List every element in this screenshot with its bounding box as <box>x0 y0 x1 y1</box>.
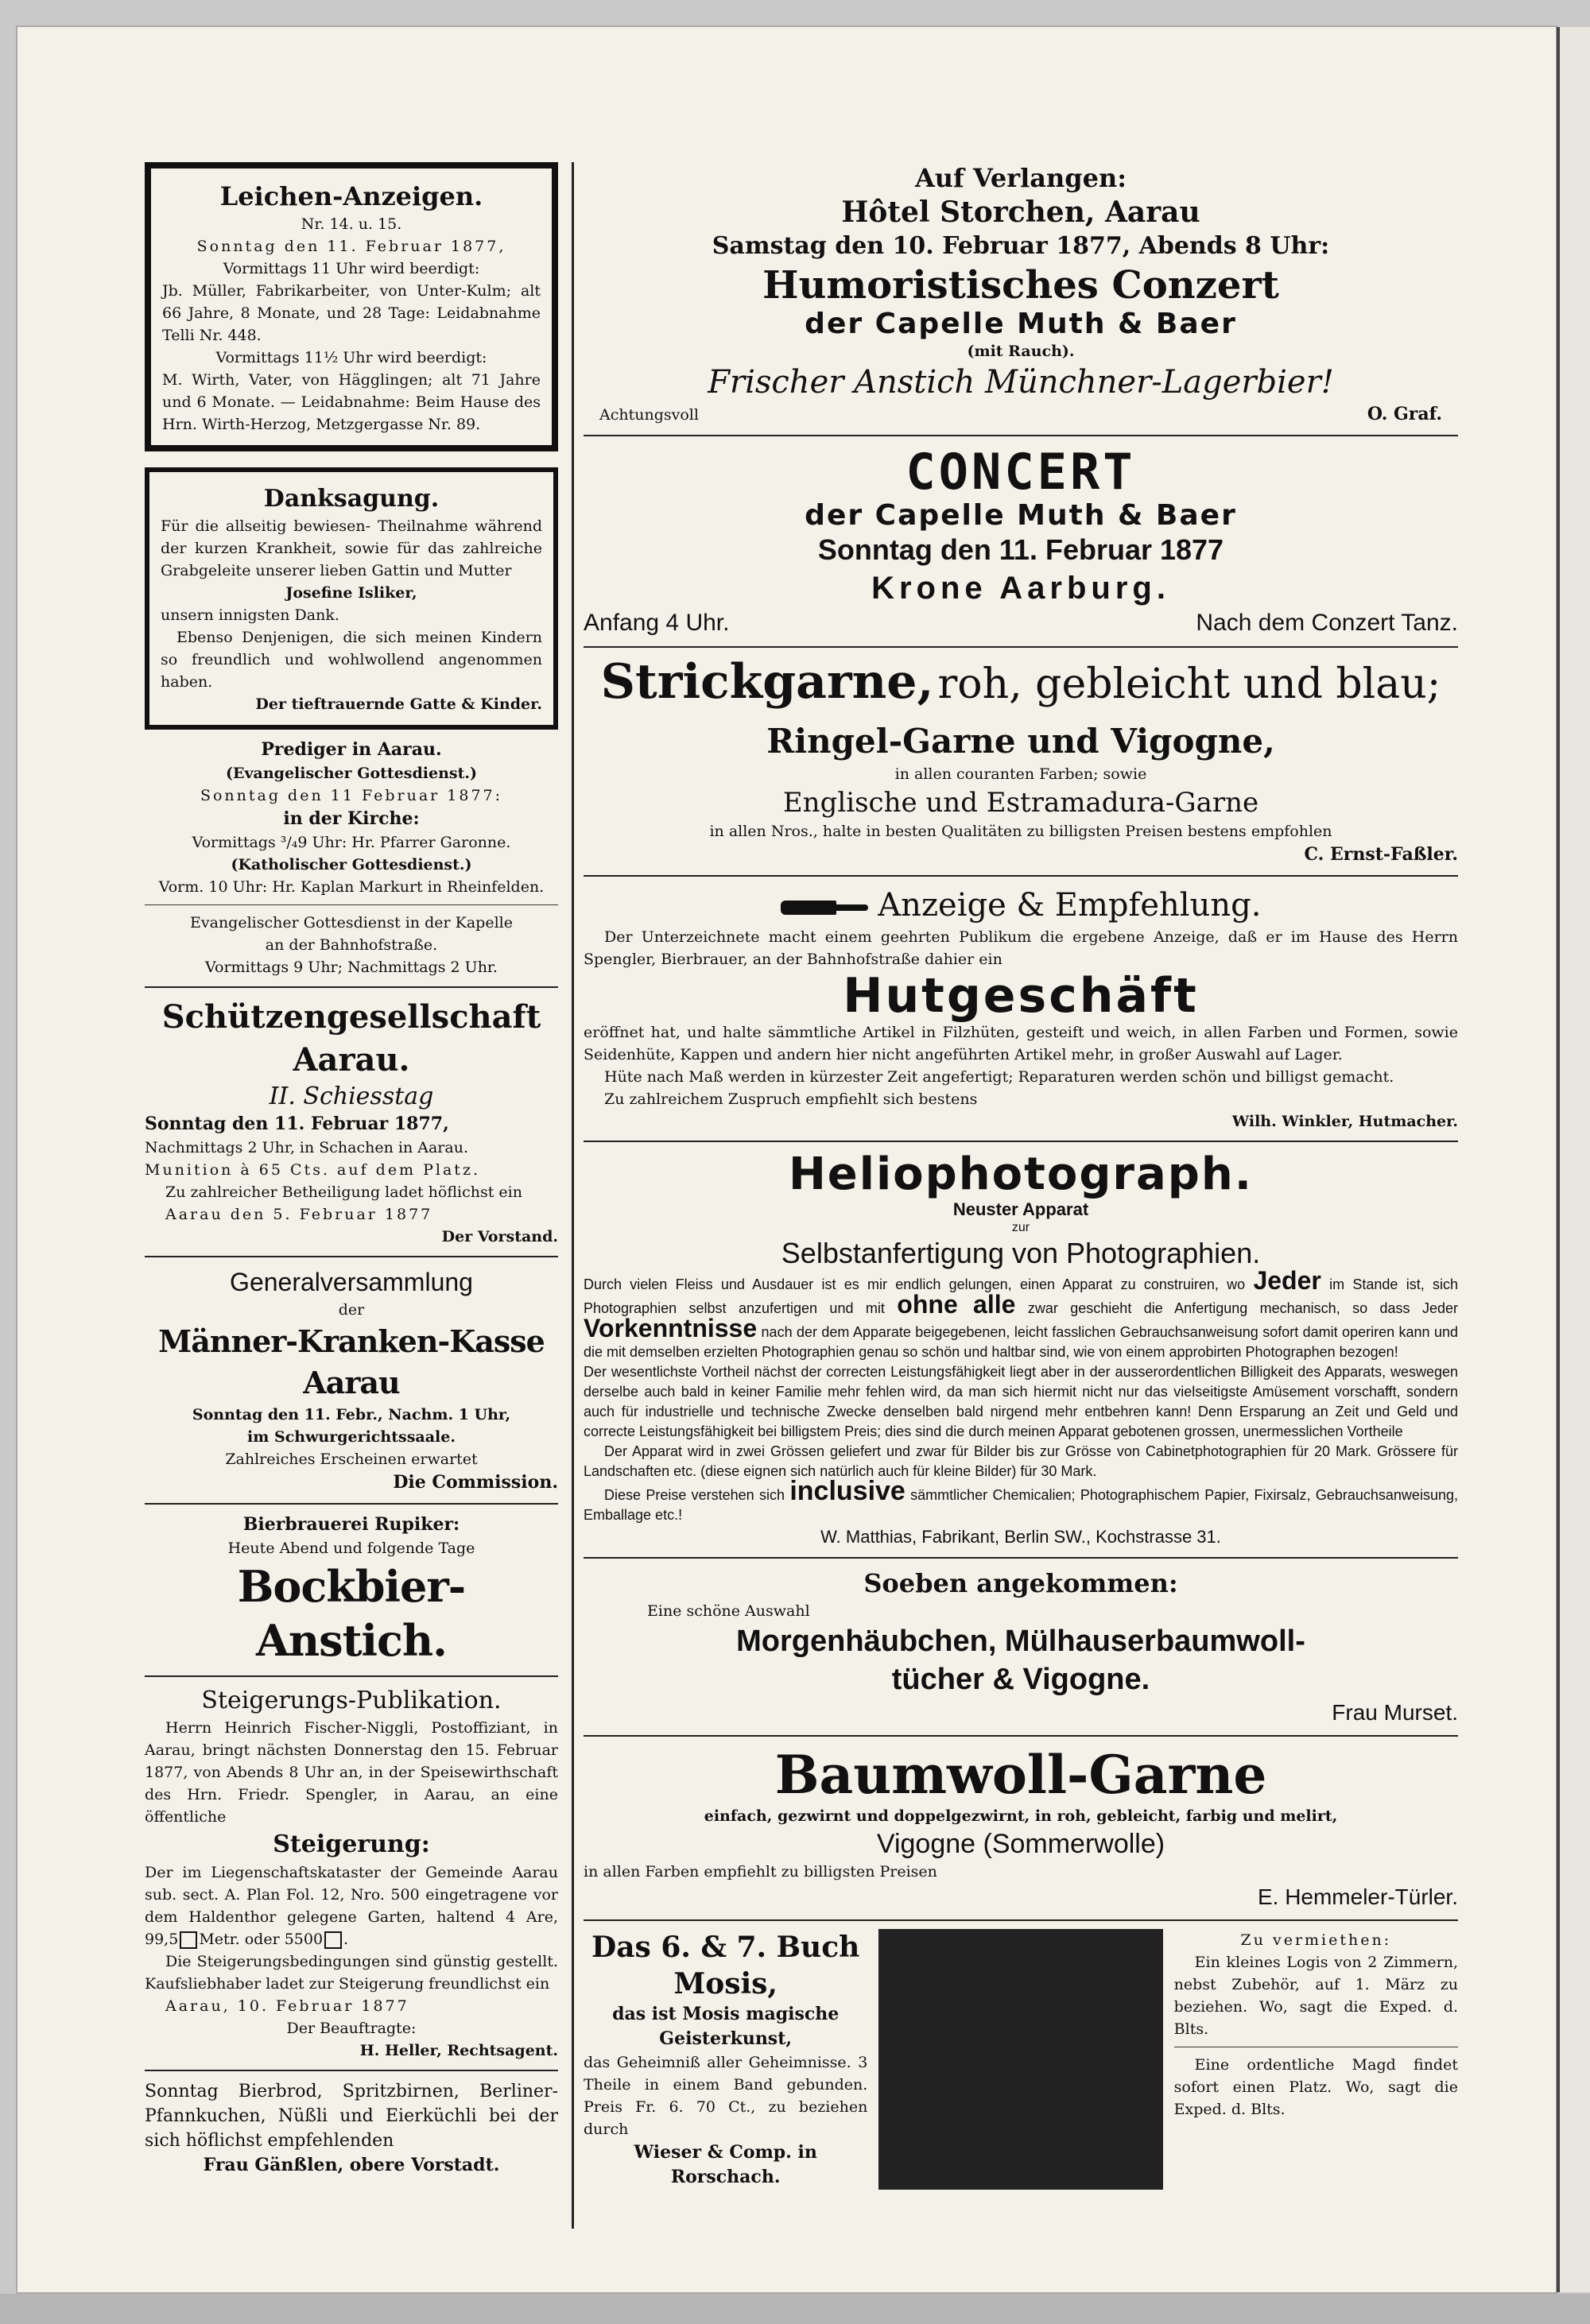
helio-inclusive: inclusive <box>789 1476 906 1506</box>
concert2-title: CONCERT <box>906 443 1136 501</box>
preachers-notice <box>145 738 558 978</box>
rent-body: Ein kleines Logis von 2 Zimmern, nebst Zubehör, auf 1. März zu beziehen. Wo, sagt die Exped. d. Blts. <box>1173 1954 1458 2038</box>
helio-sub1: Neuster Apparat <box>952 1199 1089 1219</box>
preachers-line2: Vorm. 10 Uhr: Hr. Kaplan Markurt in Rheinfelden. <box>158 878 545 896</box>
moses-title: Das 6. & 7. Buch Mosis, <box>591 1931 860 2001</box>
helio-jeder: Jeder <box>1253 1266 1321 1295</box>
concert1-regards: Achtungsvoll <box>599 406 699 424</box>
concert1-line3: Samstag den 10. Februar 1877, Abends 8 Uhr: <box>712 232 1330 260</box>
death-notices-time2: Vormittags 11½ Uhr wird beerdigt: <box>215 349 487 366</box>
helio-ohne: ohne alle <box>897 1290 1016 1319</box>
divider <box>584 435 1458 436</box>
helio-p1a: Durch vielen Fleiss und Ausdauer ist es mir endlich gelungen, einen Apparat zu construiren, wo <box>584 1276 1246 1292</box>
concert2-band: der Capelle Muth & Baer <box>805 499 1237 532</box>
auction-body2a: Der im Liegenschaftskataster der Gemeinde Aarau sub. sect. A. Plan Fol. 12, Nro. 500 eingetragene vor dem Haldenthor gelegene Garten, haltend 4 Are, 99,5 <box>145 1864 558 1948</box>
page-gutter <box>1557 27 1590 2292</box>
preachers-title: Prediger in Aarau. <box>261 739 442 760</box>
death-notices-entry1: Jb. Müller, Fabrikarbeiter, von Unter-Kulm; alt 66 Jahre, 8 Monate, und 28 Tage: Leidabnahme Telli Nr. 448. <box>162 282 541 344</box>
divider <box>145 2070 558 2071</box>
cotton-line3: in allen Farben empfiehlt zu billigsten Preisen <box>584 1863 937 1881</box>
helio-vork: Vorkenntnisse <box>584 1314 758 1342</box>
yarn-line2: Ringel-Garne und Vigogne, <box>766 722 1275 761</box>
divider <box>145 1503 558 1505</box>
helio-p1c: zwar geschieht die Anfertigung mechanisch, so dass Jeder <box>1027 1300 1458 1316</box>
concert2-after: Nach dem Conzert Tanz. <box>1196 610 1458 636</box>
death-notices-box <box>145 162 558 451</box>
helio-p4b: sämmtlicher Chemicalien; Photographischem Papier, Fixirsalz, Gebrauchsanweisung, Emballage etc.! <box>584 1487 1458 1523</box>
yarn-line5: in allen Nros., halte in besten Qualitäten zu billigsten Preisen bestens empfohlen <box>709 823 1332 840</box>
shooters-date: Sonntag den 11. Februar 1877, <box>145 1114 449 1134</box>
hatshop-body1: Der Unterzeichnete macht einem geehrten Publikum die ergebene Anzeige, daß er im Hause des Herrn Spengler, Bierbrauer, an der Bahnhofstraße dahier ein <box>584 928 1458 968</box>
concert2-ad <box>584 444 1458 638</box>
shooters-title: Schützengesellschaft Aarau. <box>161 998 541 1079</box>
hatshop-body3: Hüte nach Maß werden in kürzester Zeit angefertigt; Reparaturen werden schön und billigst gemacht. <box>604 1068 1394 1086</box>
scan-bottom-strip <box>0 2294 1590 2324</box>
sunday-signature: Frau Gänßlen, obere Vorstadt. <box>203 2155 500 2175</box>
auction-body2b: Metr. oder 5500 <box>199 1931 324 1948</box>
thanks-name: Josefine Isliker, <box>285 584 417 602</box>
shooters-line3: Zu zahlreicher Betheiligung ladet höflichst ein <box>165 1183 522 1201</box>
divider <box>584 1557 1458 1559</box>
pointing-hand-icon <box>781 894 868 921</box>
rent-ad <box>1174 1929 1458 2190</box>
divider <box>145 1675 558 1677</box>
helio-p3: Der Apparat wird in zwei Grössen geliefert und zwar für Bilder bis zur Grösse von Cabinetphotographien für 20 Mark. Grössere für Landschaften etc. (diese eignen sich natürlich auch für kleine Bilder) für 30 Mark. <box>584 1443 1458 1479</box>
hatshop-big: Hutgeschäft <box>843 968 1199 1024</box>
yarn-line3: in allen couranten Farben; sowie <box>894 765 1147 783</box>
arrived-big1: Morgenhäubchen, Mülhauserbaumwoll- <box>736 1625 1305 1658</box>
arrived-big2: tücher & Vigogne. <box>891 1663 1150 1696</box>
moses-body: das Geheimniß aller Geheimnisse. 3 Theile in einem Band gebunden. Preis Fr. 6. 70 Ct., zu beziehen durch <box>584 2054 868 2138</box>
hatshop-title-line <box>584 885 1458 926</box>
auction-title: Steigerungs-Publikation. <box>201 1687 502 1714</box>
arrived-line: Eine schöne Auswahl <box>647 1602 810 1620</box>
brewery-notice <box>145 1513 558 1667</box>
chapel-line3: Vormittags 9 Uhr; Nachmittags 2 Uhr. <box>205 959 498 976</box>
rent-title: Zu vermiethen: <box>1240 1931 1392 1949</box>
sunday-text: Sonntag Bierbrod, Spritzbirnen, Berliner-Pfannkuchen, Nüßli und Eierküchli bei der sich höflichst empfehlenden <box>145 2082 558 2151</box>
divider <box>584 646 1458 648</box>
concert1-signature: O. Graf. <box>1367 404 1442 424</box>
cotton-signature: E. Hemmeler-Türler. <box>1257 1884 1458 1909</box>
cotton-line2: Vigogne (Sommerwolle) <box>876 1829 1165 1859</box>
assembly-notice <box>145 1265 558 1495</box>
rent-maid: Eine ordentliche Magd findet sofort einen Platz. Wo, sagt die Exped. d. Blts. <box>1173 2056 1458 2118</box>
hatshop-body4: Zu zahlreichem Zuspruch empfiehlt sich bestens <box>604 1090 978 1108</box>
helio-p4 <box>584 1476 1458 1525</box>
death-notices-date: Sonntag den 11. Februar 1877, <box>196 238 506 255</box>
shooters-notice <box>145 996 558 1248</box>
chapel-line1: Evangelischer Gottesdienst in der Kapelle <box>190 914 513 932</box>
yarn-title-line <box>584 656 1458 720</box>
assembly-der: der <box>338 1301 365 1319</box>
column-rule <box>572 162 574 2229</box>
assembly-date: Sonntag den 11. Febr., Nachm. 1 Uhr, <box>192 1406 511 1423</box>
cotton-line1: einfach, gezwirnt und doppelgezwirnt, in roh, gebleicht, farbig und melirt, <box>704 1807 1338 1825</box>
auction-body2: Der im Liegenschaftskataster der Gemeinde Aarau sub. sect. A. Plan Fol. 12, Nro. 500 eingetragene vor dem Haldenthor gelegene Garten, haltend 4 Are, 99,5 Metr. oder 5500 . <box>145 1864 558 1948</box>
death-notices-numbers: Nr. 14. u. 15. <box>301 215 402 233</box>
assembly-invite: Zahlreiches Erscheinen erwartet <box>225 1451 478 1468</box>
arrived-title: Soeben angekommen: <box>863 1568 1178 1598</box>
thanks-signature: Der tieftrauernde Gatte & Kinder. <box>255 695 542 713</box>
assembly-signature: Die Commission. <box>393 1472 558 1493</box>
concert2-start: Anfang 4 Uhr. <box>584 610 730 636</box>
divider <box>584 1141 1458 1142</box>
helio-p1 <box>584 1266 1458 1362</box>
hatshop-title: Anzeige & Empfehlung. <box>878 887 1262 924</box>
chapel-line2: an der Bahnhofstraße. <box>265 936 438 954</box>
helio-p1b: im Stande ist, sich Photographien selbst anzufertigen und mit <box>584 1276 1458 1316</box>
auction-heading: Steigerung: <box>273 1830 430 1858</box>
brewery-title: Bierbrauerei Rupiker: <box>242 1514 460 1535</box>
moses-sub: das ist Mosis magische Geisterkunst, <box>612 2004 840 2049</box>
concert1-line2: Hôtel Storchen, Aarau <box>841 196 1200 229</box>
auction-agent: Der Beauftragte: <box>286 2020 417 2037</box>
auction-body: Herrn Heinrich Fischer-Niggli, Postoffiziant, in Aarau, bringt nächsten Donnerstag den 15. Februar 1877, von Abends 8 Uhr an, in der Speisewirthschaft des Hrn. Friedr. Spengler, in Aarau, an eine öffentliche <box>145 1719 558 1826</box>
yarn-title1: Strickgarne, <box>600 654 934 710</box>
moses-signature: Wieser & Comp. in Rorschach. <box>634 2142 817 2187</box>
divider <box>584 1919 1458 1921</box>
moses-ad <box>584 1929 867 2190</box>
newspaper-page <box>17 27 1556 2292</box>
preachers-line1: Vormittags ³/₄9 Uhr: Hr. Pfarrer Garonne. <box>192 834 511 851</box>
thanks-body3: Ebenso Denjenigen, die sich meinen Kindern so freundlich und wohlwollend angenommen haben. <box>161 629 542 691</box>
helio-sub2: zur <box>1011 1221 1030 1234</box>
yarn-title2: roh, gebleicht und blau; <box>937 660 1441 708</box>
helio-title: Heliophotograph. <box>788 1148 1254 1200</box>
divider <box>584 1735 1458 1737</box>
divider <box>584 875 1458 877</box>
assembly-name: Männer-Kranken-Kasse Aarau <box>158 1323 545 1400</box>
auction-notice <box>145 1685 558 2062</box>
preachers-place: in der Kirche: <box>283 808 420 829</box>
sunday-bakery-notice <box>145 2079 558 2178</box>
death-notices-entry2: M. Wirth, Vater, von Hägglingen; alt 71 Jahre und 6 Monate. — Leidabnahme: Beim Hause des Hrn. Wirth-Herzog, Metzgergasse Nr. 89. <box>162 371 541 433</box>
hatshop-ad <box>584 885 1458 1133</box>
helio-p2: Der wesentlichste Vortheil nächst der correcten Leistungsfähigkeit liegt aber in der ausserordentlichen Billigkeit des Apparats, weswegen derselbe auch bald in keiner Familie mehr fehlen wird, da man sich hiermit nicht nur das vielseitigste Amüsement vorschafft, sondern auch für industrielle und technische Zwecke denselben bald nirgend mehr entbehren kann! Denn Ersparung an Zeit und Geld und correcte Leistungsfähigkeit bei billigstem Preis; dies sind die durch meinen Apparat gebotenen grossen, unermesslichen Vortheile <box>584 1364 1458 1439</box>
shooters-line2: Munition à 65 Cts. auf dem Platz. <box>145 1161 480 1179</box>
shooters-day: II. Schiesstag <box>269 1083 434 1110</box>
left-column <box>145 162 558 2178</box>
square-icon <box>324 1931 342 1949</box>
divider <box>145 986 558 988</box>
preachers-date: Sonntag den 11 Februar 1877: <box>200 787 503 804</box>
cotton-ad <box>584 1745 1458 1911</box>
concert2-date: Sonntag den 11. Februar 1877 <box>817 533 1224 566</box>
arrived-ad <box>584 1567 1458 1727</box>
arrived-signature: Frau Murset. <box>1332 1700 1458 1725</box>
helio-signature: W. Matthias, Fabrikant, Berlin SW., Kochstrasse 31. <box>820 1527 1221 1547</box>
auction-dateline: Aarau, 10. Februar 1877 <box>165 1997 409 2015</box>
helio-p1d: nach der dem Apparate beigegebenen, leicht fasslichen Gebrauchsanweisung sofort damit operiren kann und die mit demselben erzielten Photographien genau so schön und haltbar sind, wie von einem approbirten Photographen bezogen! <box>584 1324 1458 1360</box>
divider <box>145 1256 558 1257</box>
preachers-sub2: (Katholischer Gottesdienst.) <box>231 856 472 873</box>
auction-body3: Die Steigerungsbedingungen sind günstig gestellt. Kaufsliebhaber ladet zur Steigerung freundlichst ein <box>145 1953 558 1993</box>
column-divider <box>878 1929 1162 2190</box>
preachers-sub1: (Evangelischer Gottesdienst.) <box>226 765 477 782</box>
death-notices-time1: Vormittags 11 Uhr wird beerdigt: <box>223 260 480 277</box>
helio-p4a: Diese Preise verstehen sich <box>604 1487 785 1503</box>
hatshop-signature: Wilh. Winkler, Hutmacher. <box>1231 1113 1458 1130</box>
thanks-box <box>145 467 558 730</box>
hatshop-body2: eröffnet hat, und halte sämmtliche Artikel in Filzhüten, gesteift und weich, in allen Farben und Formen, sowie Seidenhüte, Kappen und andern hier nicht angeführten Artikel mehr, in großer Auswahl auf Lager. <box>584 1024 1458 1063</box>
cotton-title: Baumwoll-Garne <box>774 1744 1267 1806</box>
concert1-ad <box>584 162 1458 427</box>
concert1-smoke: (mit Rauch). <box>967 343 1075 360</box>
concert1-line1: Auf Verlangen: <box>914 163 1127 193</box>
divider <box>145 904 558 905</box>
thanks-body1: Für die allseitig bewiesen- Theilnahme während der kurzen Krankheit, sowie für das zahlreiche Grabgeleite unserer lieben Gattin und Mutter <box>161 517 542 579</box>
shooters-signature: Der Vorstand. <box>441 1228 558 1245</box>
thanks-body2: unsern innigsten Dank. <box>161 606 339 624</box>
concert1-band: der Capelle Muth & Baer <box>805 308 1237 340</box>
brewery-line: Heute Abend und folgende Tage <box>227 1540 475 1557</box>
bottom-ads-row <box>584 1929 1458 2190</box>
helio-ad <box>584 1150 1458 1549</box>
helio-sub3: Selbstanfertigung von Photographien. <box>781 1237 1261 1269</box>
assembly-title: Generalversammlung <box>230 1268 473 1296</box>
shooters-line1: Nachmittags 2 Uhr, in Schachen in Aarau. <box>145 1139 468 1156</box>
thanks-title: Danksagung. <box>263 485 440 513</box>
concert2-place: Krone Aarburg. <box>871 571 1170 606</box>
yarn-line4: Englische und Estramadura-Garne <box>782 787 1259 819</box>
yarn-signature: C. Ernst-Faßler. <box>1304 844 1458 865</box>
assembly-place: im Schwurgerichtssaale. <box>247 1428 456 1446</box>
yarn-ad <box>584 656 1458 867</box>
death-notices-title: Leichen-Anzeigen. <box>219 181 483 211</box>
square-icon <box>180 1931 197 1949</box>
concert1-title: Humoristisches Conzert <box>762 263 1279 308</box>
brewery-big: Bockbier-Anstich. <box>237 1561 466 1666</box>
concert1-beer: Frischer Anstich Münchner-Lagerbier! <box>708 364 1334 401</box>
right-column <box>584 162 1458 2190</box>
auction-signature: H. Heller, Rechtsagent. <box>359 2042 558 2059</box>
shooters-dateline: Aarau den 5. Februar 1877 <box>165 1206 433 1223</box>
